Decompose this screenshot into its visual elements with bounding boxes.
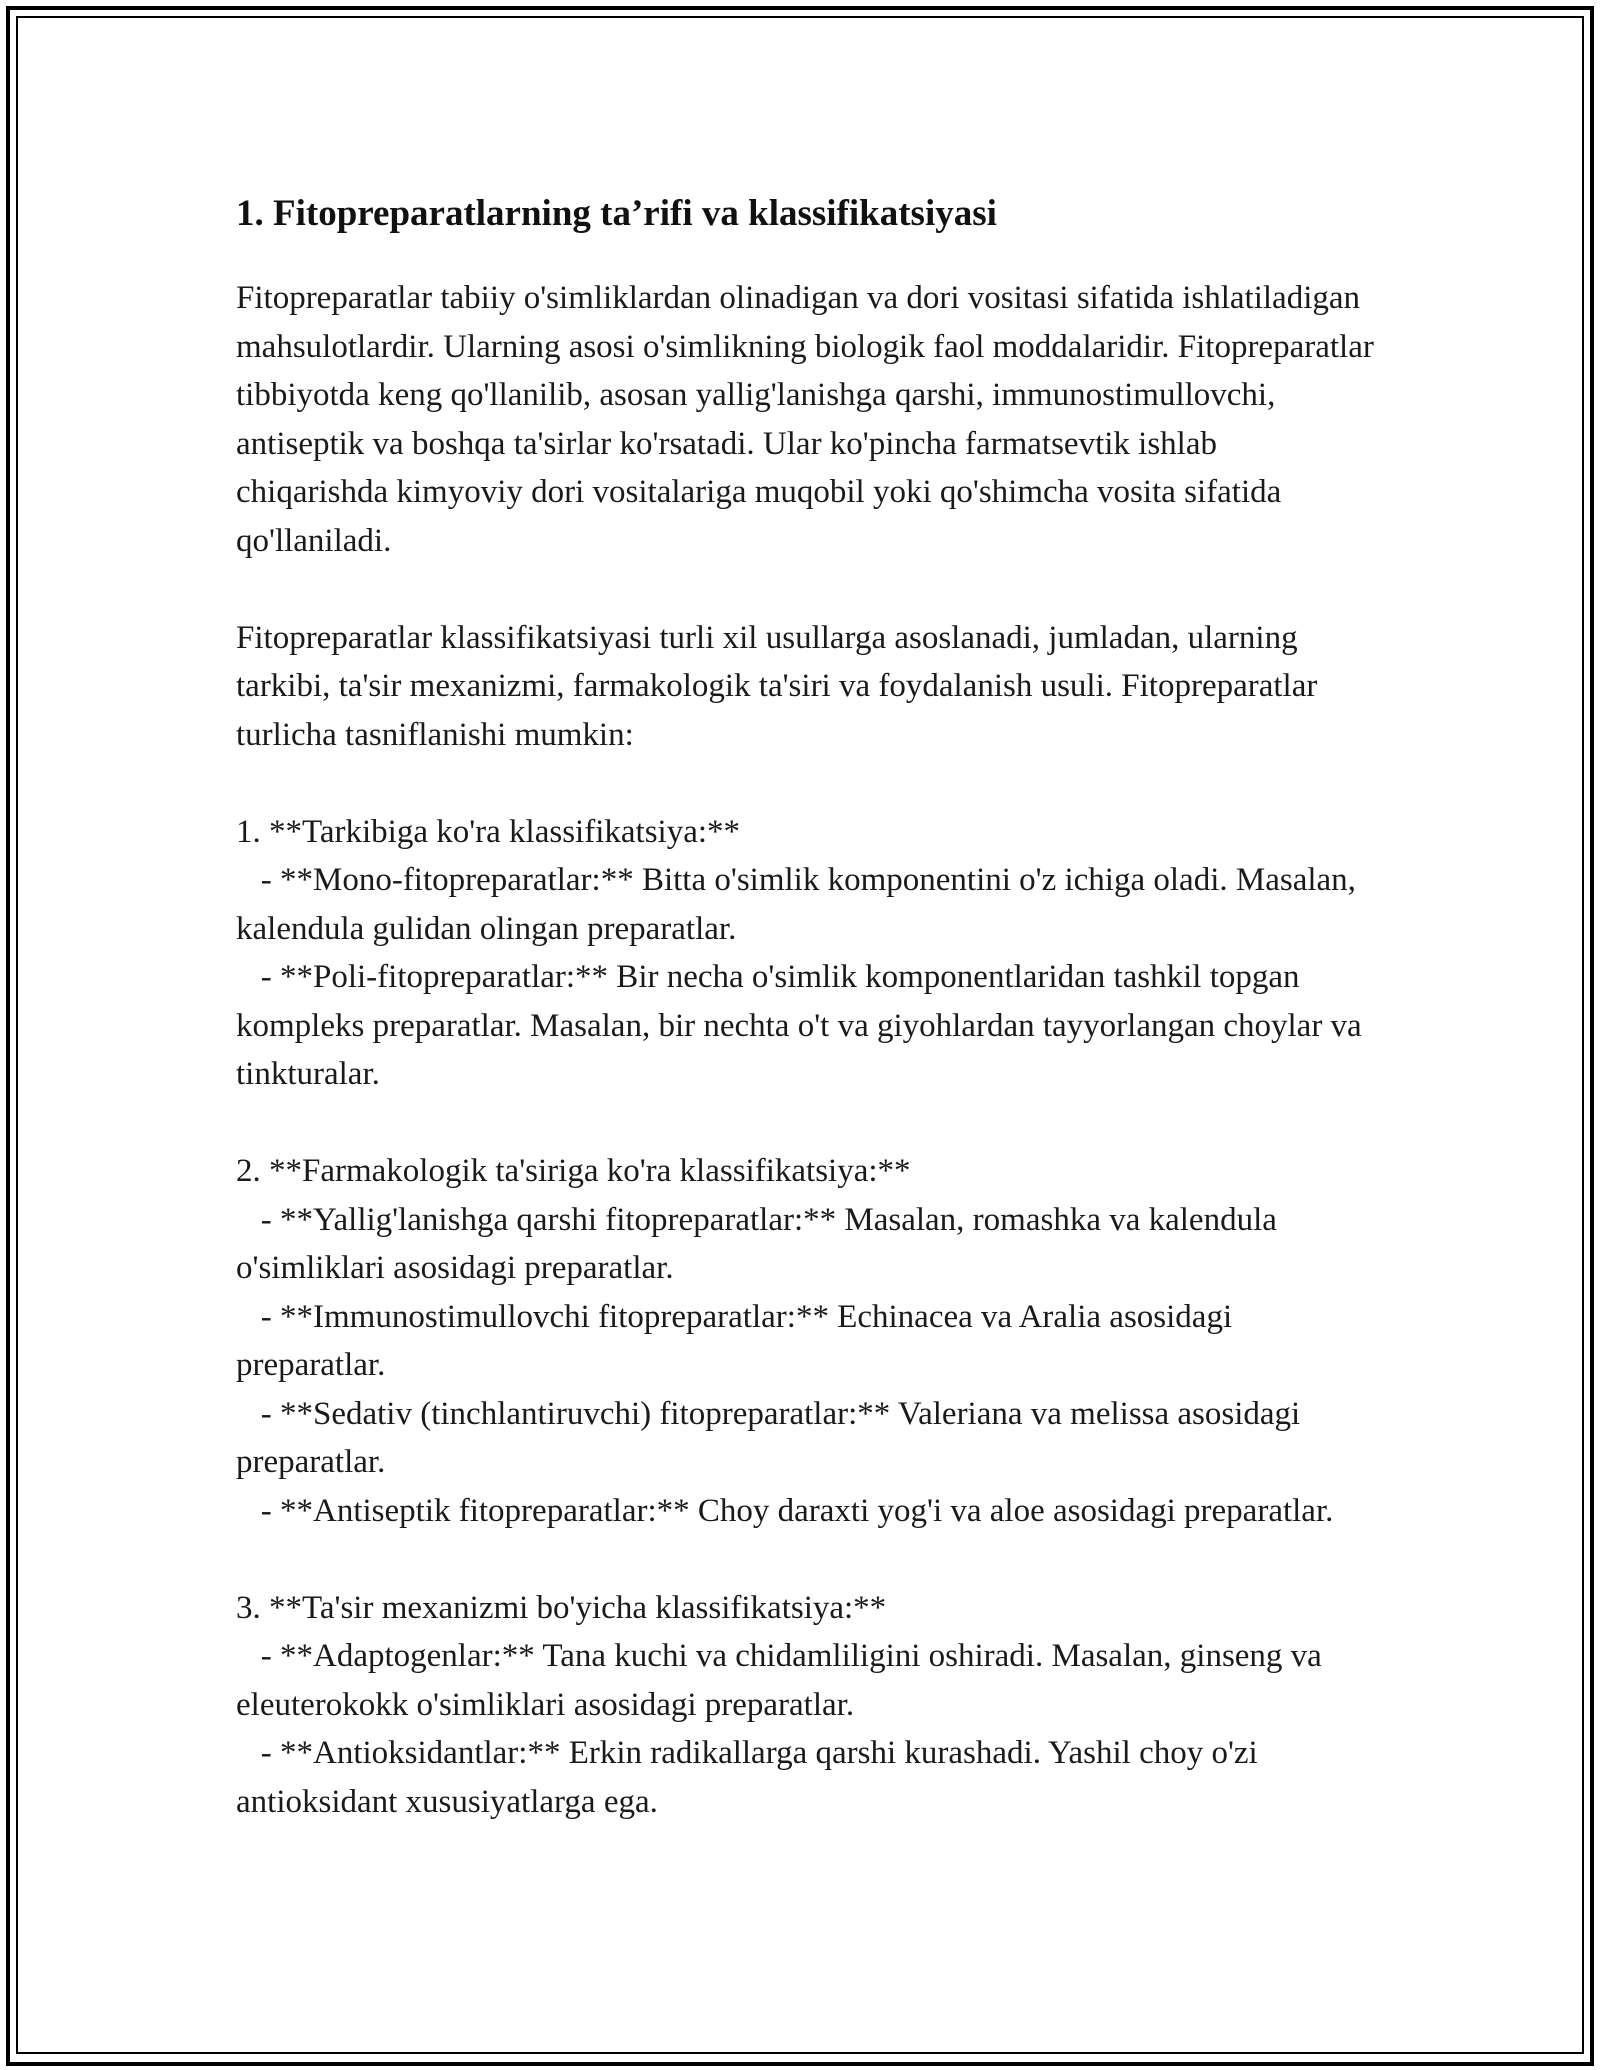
paragraph-gap bbox=[236, 565, 1376, 614]
list-item: - **Mono-fitopreparatlar:** Bitta o'simlik komponentini o'z ichiga oladi. Masalan, kalendula gulidan olingan preparatlar. bbox=[236, 862, 1365, 947]
document-title: 1. Fitopreparatlarning ta’rifi va klassifikatsiyasi bbox=[236, 193, 997, 234]
list-item: - **Antioksidantlar:** Erkin radikallarga qarshi kurashadi. Yashil choy o'zi antioksidant xususiyatlarga ega. bbox=[236, 1735, 1266, 1820]
list-item: - **Yallig'lanishga qarshi fitopreparatlar:** Masalan, romashka va kalendula o'simliklari asosidagi preparatlar. bbox=[236, 1201, 1286, 1286]
section-heading: 3. **Ta'sir mexanizmi bo'yicha klassifikatsiya:** bbox=[236, 1589, 887, 1626]
paragraph-gap bbox=[236, 759, 1376, 808]
section-pharmacological bbox=[236, 1147, 1376, 1535]
section-composition bbox=[236, 808, 1376, 1099]
list-item: - **Sedativ (tinchlantiruvchi) fitopreparatlar:** Valeriana va melissa asosidagi preparatlar. bbox=[236, 1395, 1309, 1480]
list-item: - **Immunostimullovchi fitopreparatlar:** Echinacea va Aralia asosidagi preparatlar. bbox=[236, 1298, 1241, 1383]
paragraph-gap bbox=[236, 1535, 1376, 1584]
list-item: - **Adaptogenlar:** Tana kuchi va chidamliligini oshiradi. Masalan, ginseng va eleuterokokk o'simliklari asosidagi preparatlar. bbox=[236, 1638, 1331, 1723]
intro-paragraph-2: Fitopreparatlar klassifikatsiyasi turli xil usullarga asoslanadi, jumladan, ularning tarkibi, ta'sir mexanizmi, farmakologik ta'siri va foydalanish usuli. Fitopreparatlar turlicha tasniflanishi mumkin: bbox=[236, 619, 1326, 753]
intro-paragraph-1: Fitopreparatlar tabiiy o'simliklardan olinadigan va dori vositasi sifatida ishlatiladigan mahsulotlardir. Ularning asosi o'simlikning biologik faol moddalaridir. Fitopreparatlar tibbiyotda keng qo'llanilib, asosan yallig'lanishga qarshi, immunostimullovchi, antiseptik va boshqa ta'sirlar ko'rsatadi. Ular ko'pincha farmatsevtik ishlab chiqarishda kimyoviy dori vositalariga muqobil yoki qo'shimcha vosita sifatida qo'llaniladi. bbox=[236, 280, 1383, 559]
section-heading: 2. **Farmakologik ta'siriga ko'ra klassifikatsiya:** bbox=[236, 1153, 911, 1189]
section-mechanism bbox=[236, 1584, 1376, 1827]
document-body bbox=[236, 186, 1383, 1826]
paragraph-gap bbox=[236, 1099, 1376, 1148]
list-item: - **Poli-fitopreparatlar:** Bir necha o'simlik komponentlaridan tashkil topgan kompleks preparatlar. Masalan, bir nechta o't va giyohlardan tayyorlangan choylar va tinkturalar. bbox=[236, 959, 1370, 1092]
list-item: - **Antiseptik fitopreparatlar:** Choy daraxti yog'i va aloe asosidagi preparatlar. bbox=[236, 1492, 1334, 1529]
section-heading: 1. **Tarkibiga ko'ra klassifikatsiya:** bbox=[236, 813, 741, 850]
